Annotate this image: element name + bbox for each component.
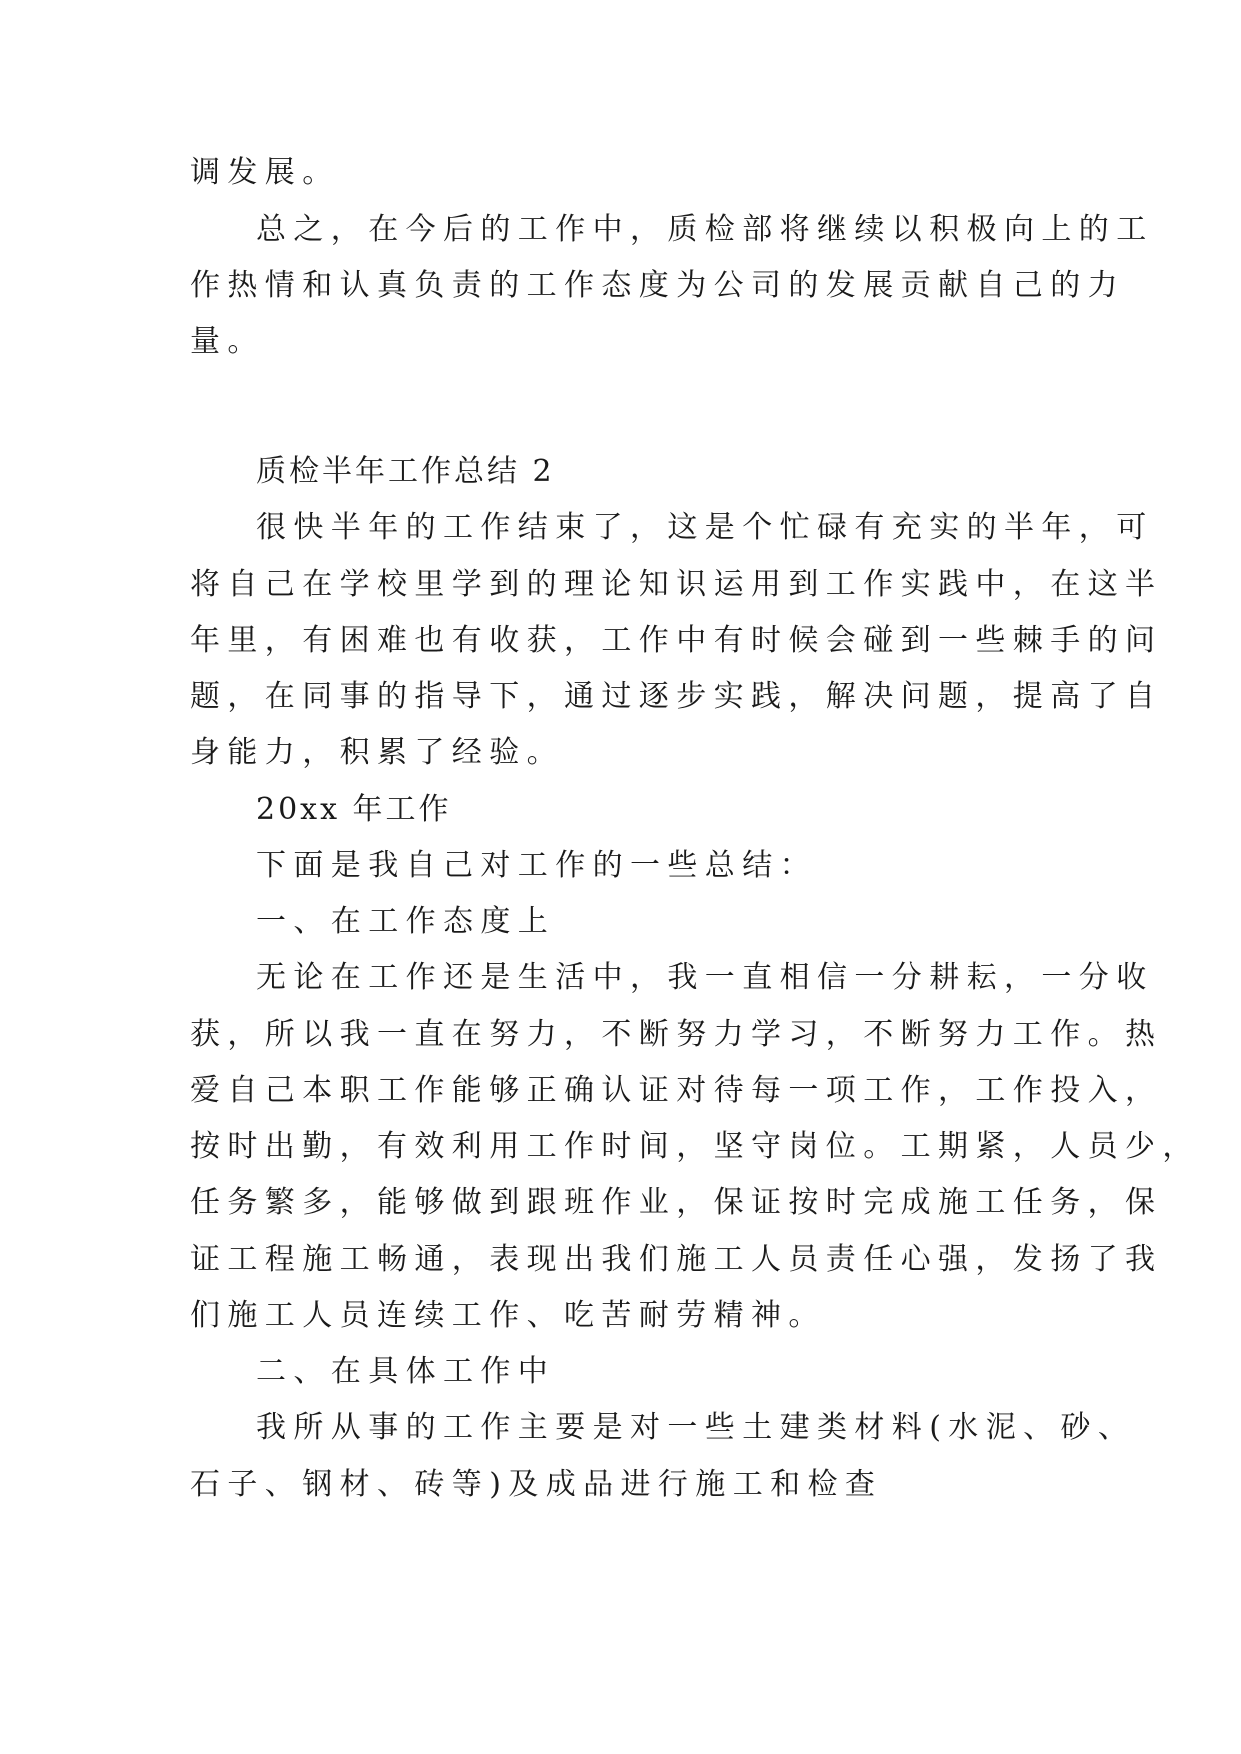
paragraph-line: 按时出勤，有效利用工作时间，坚守岗位。工期紧，人员少， xyxy=(190,1129,1200,1164)
paragraph-line: 20xx 年工作 xyxy=(256,792,452,827)
paragraph-line: 无论在工作还是生活中，我一直相信一分耕耘，一分收 xyxy=(256,960,1154,995)
paragraph-line: 爱自己本职工作能够正确认证对待每一项工作，工作投入， xyxy=(190,1073,1163,1108)
paragraph-line: 们施工人员连续工作、吃苦耐劳精神。 xyxy=(190,1298,826,1333)
paragraph-line: 量。 xyxy=(190,324,265,359)
paragraph-line: 题，在同事的指导下，通过逐步实践，解决问题，提高了自 xyxy=(190,679,1163,714)
paragraph-line: 身能力，积累了经验。 xyxy=(190,735,564,770)
paragraph-line: 将自己在学校里学到的理论知识运用到工作实践中，在这半 xyxy=(190,567,1163,602)
paragraph-line: 下面是我自己对工作的一些总结： xyxy=(256,848,817,883)
subheading: 一、在工作态度上 xyxy=(256,904,556,939)
paragraph-line: 很快半年的工作结束了，这是个忙碌有充实的半年，可 xyxy=(256,510,1154,545)
paragraph-line: 调发展。 xyxy=(190,155,340,190)
paragraph-line: 作热情和认真负责的工作态度为公司的发展贡献自己的力 xyxy=(190,268,1125,303)
paragraph-line: 年里，有困难也有收获，工作中有时候会碰到一些棘手的问 xyxy=(190,623,1163,658)
subheading: 二、在具体工作中 xyxy=(256,1354,556,1389)
paragraph-line: 证工程施工畅通，表现出我们施工人员责任心强，发扬了我 xyxy=(190,1242,1163,1277)
section-title: 质检半年工作总结 2 xyxy=(256,454,555,489)
paragraph-line: 任务繁多，能够做到跟班作业，保证按时完成施工任务，保 xyxy=(190,1185,1163,1220)
paragraph-line: 总之，在今后的工作中，质检部将继续以积极向上的工 xyxy=(256,212,1154,247)
paragraph-line: 石子、钢材、砖等)及成品进行施工和检查 xyxy=(190,1467,883,1502)
paragraph-line: 获，所以我一直在努力，不断努力学习，不断努力工作。热 xyxy=(190,1017,1163,1052)
paragraph-line: 我所从事的工作主要是对一些土建类材料(水泥、砂、 xyxy=(256,1410,1136,1445)
